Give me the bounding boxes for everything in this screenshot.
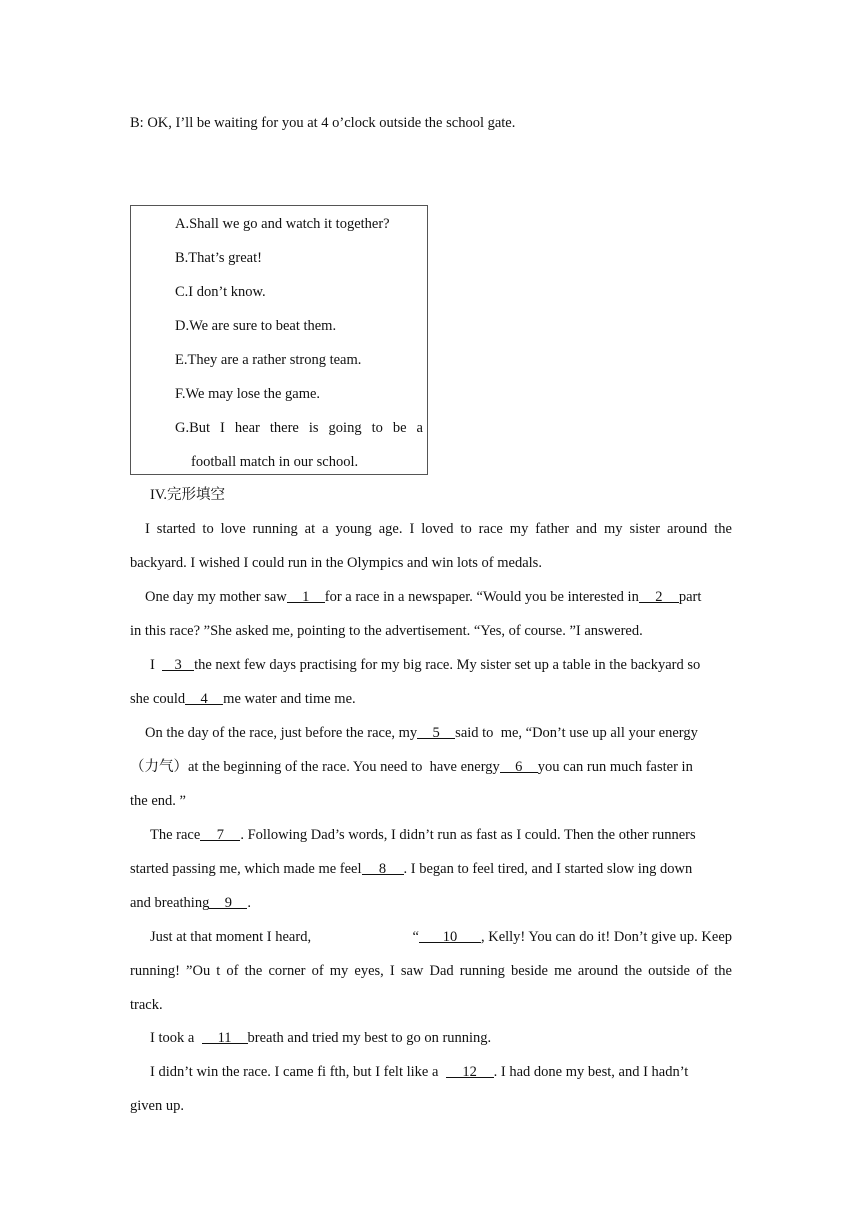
passage-line — [150, 928, 732, 946]
passage-line — [150, 656, 700, 674]
option-g-line2: football match in our school. — [191, 454, 359, 470]
blank-number: 3 — [174, 657, 182, 673]
blank-4 — [185, 690, 223, 705]
option-b: B.That’s great! — [175, 250, 262, 266]
passage-text: The race — [150, 827, 201, 843]
passage-text: . — [247, 895, 251, 911]
blank-number: 8 — [378, 861, 387, 877]
passage-text: me, “Don’t use up all your energy — [500, 725, 698, 741]
passage-line — [130, 758, 693, 776]
blank-7 — [200, 826, 240, 841]
options-box — [130, 205, 428, 475]
passage-line: running! ”Ou t of the corner of my eyes, I saw Dad running beside me around the outside of the — [130, 963, 732, 979]
passage-text: part — [678, 589, 702, 605]
passage-text: I — [150, 657, 155, 673]
passage-line — [145, 724, 698, 742]
blank-10 — [419, 928, 481, 943]
passage-line: backyard. I wished I could run in the Olympics and win lots of medals. — [130, 555, 542, 571]
blank-number: 6 — [515, 759, 523, 775]
passage-text: breath and tried my best to go on running. — [247, 1030, 492, 1046]
passage-text: you can run much faster in — [537, 759, 693, 775]
passage-text: said to — [455, 725, 494, 741]
blank-number: 12 — [462, 1064, 477, 1080]
passage-line — [130, 894, 251, 912]
passage-text: “ — [412, 929, 419, 945]
blank-3 — [162, 656, 194, 671]
passage-line — [130, 690, 356, 708]
passage-line — [130, 860, 692, 878]
blank-9 — [209, 894, 247, 909]
passage-line — [145, 588, 701, 606]
blank-2 — [639, 588, 679, 603]
passage-line: in this race? ”She asked me, pointing to the advertisement. “Yes, of course. ”I answered. — [130, 623, 643, 639]
passage-text: she could — [130, 691, 186, 707]
blank-number: 11 — [217, 1030, 232, 1046]
passage-text: me water and time me. — [223, 691, 356, 707]
passage-text: （力气）at the beginning of the race. You need to — [130, 759, 423, 775]
passage-text: for a race in a newspaper. “Would you be interested in — [324, 589, 639, 605]
option-g-line1: G.But I hear there is going to be a — [175, 420, 423, 436]
passage-line: I started to love running at a young age. I loved to race my father and my sister around the — [145, 521, 732, 537]
passage-line: the end. ” — [130, 793, 186, 809]
blank-number: 4 — [200, 691, 208, 707]
blank-6 — [500, 758, 538, 773]
passage-text: I didn’t win the race. I came fi fth, but I felt like a — [150, 1064, 439, 1080]
passage-text: started passing me, which made me feel — [130, 861, 362, 877]
passage-text: . I began to feel tired, and I started slow ing down — [403, 861, 693, 877]
blank-number: 1 — [302, 589, 310, 605]
passage-text: . I had done my best, and I hadn’t — [493, 1064, 689, 1080]
option-d: D.We are sure to beat them. — [175, 318, 337, 334]
blank-number: 9 — [224, 895, 232, 911]
blank-5 — [417, 724, 455, 739]
passage-text: and breathing — [130, 895, 210, 911]
blank-1 — [287, 588, 325, 603]
section-title: IV.完形填空 — [150, 487, 226, 503]
dialogue-line: B: OK, I’ll be waiting for you at 4 o’clock outside the school gate. — [130, 115, 516, 131]
passage-text: . Following Dad’s words, I didn’t run as fast as I could. Then the other runners — [240, 827, 696, 843]
passage-line: given up. — [130, 1098, 184, 1114]
blank-number: 10 — [442, 929, 458, 945]
passage-text: , Kelly! You can do it! Don’t give up. Keep — [480, 929, 732, 945]
option-c: C.I don’t know. — [175, 284, 266, 300]
passage-line: track. — [130, 997, 163, 1013]
passage-text: One day my mother saw — [145, 589, 287, 605]
passage-line — [150, 826, 696, 844]
passage-text: have energy — [429, 759, 500, 775]
blank-12 — [446, 1063, 494, 1078]
passage-text: the next few days practising for my big race. My sister set up a table in the backyard so — [194, 657, 701, 673]
blank-number: 5 — [432, 725, 440, 741]
blank-11 — [202, 1029, 248, 1044]
option-a: A.Shall we go and watch it together? — [175, 216, 390, 232]
passage-text: Just at that moment I heard, — [150, 929, 312, 945]
passage-line — [150, 1029, 491, 1047]
passage-text: I took a — [150, 1030, 195, 1046]
option-f: F.We may lose the game. — [175, 386, 321, 402]
passage-text: On the day of the race, just before the race, my — [145, 725, 418, 741]
blank-8 — [362, 860, 404, 875]
blank-number: 2 — [655, 589, 663, 605]
blank-number: 7 — [216, 827, 224, 843]
option-e: E.They are a rather strong team. — [175, 352, 362, 368]
passage-line — [150, 1063, 688, 1081]
